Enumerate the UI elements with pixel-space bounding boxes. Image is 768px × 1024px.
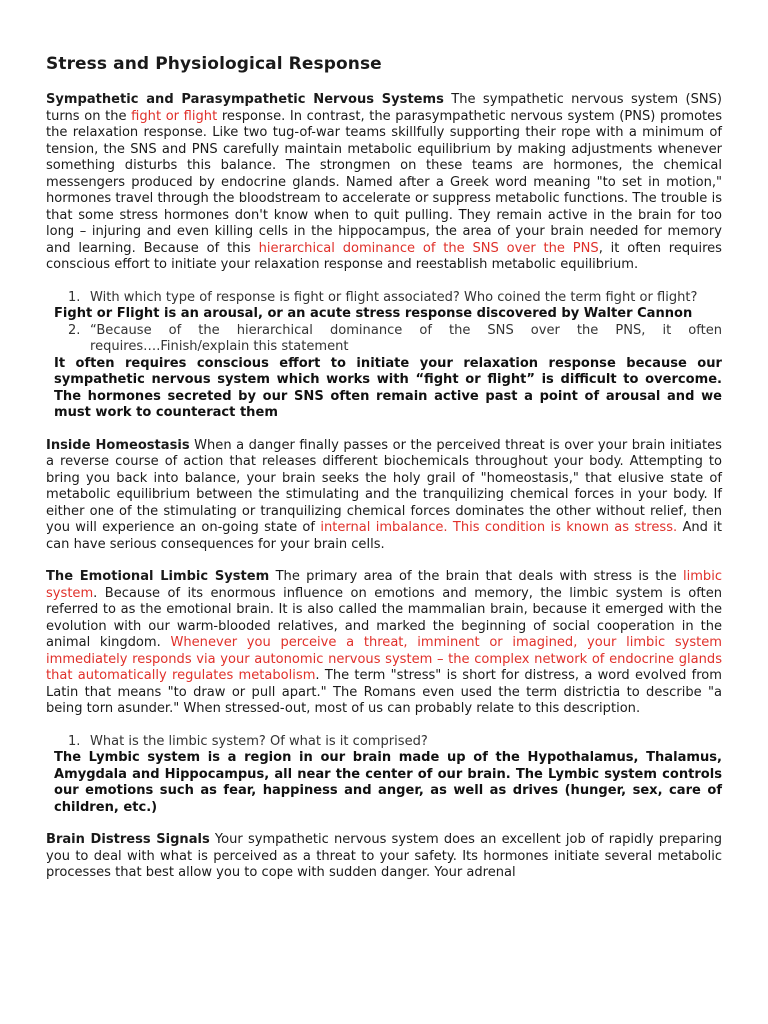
highlight-limbic-system: limbic system <box>46 569 722 601</box>
question-number: 1. <box>68 733 81 749</box>
sns-pns-paragraph <box>46 92 722 274</box>
qa-block-2 <box>46 734 722 817</box>
highlight-threat-response: Whenever you perceive a threat, imminent or imagined, your limbic system immediately responds via your autonomic nervous system – the complex network of endocrine glands that automatically regulates metabolism <box>46 635 722 683</box>
text-run: The sympathetic nervous system (SNS) turns on the <box>46 92 722 124</box>
limbic-heading: The Emotional Limbic System <box>46 569 270 584</box>
question-text: What is the limbic system? Of what is it comprised? <box>90 733 428 749</box>
answer-2: It often requires conscious effort to initiate your relaxation response because our sympathetic nervous system which works with “fight or flight” is difficult to overcome. The hormones secreted by our SNS often remain active past a point of arousal and we must work to counteract them <box>54 355 722 420</box>
text-run: response. In contrast, the parasympathetic nervous system (PNS) promotes the relaxation response. Like two tug-of-war teams skillfully supporting their rope with a minimum of tension, the SNS and PNS carefully maintain metabolic equilibrium by making adjustments whenever something disturbs this balance. The strongmen on these teams are hormones, the chemical messengers produced by endocrine glands. Named after a Greek word meaning "to set in motion," hormones travel through the bloodstream to accelerate or suppress metabolic functions. The trouble is that some stress hormones don't know when to quit pulling. They remain active in the brain for too long – injuring and even killing cells in the hippocampus, the area of your brain needed for memory and learning. Because of this <box>46 108 722 256</box>
question-1 <box>46 290 722 307</box>
qa-block-1 <box>46 290 722 422</box>
text-run: And it can have serious consequences for your brain cells. <box>46 520 722 552</box>
limbic-paragraph <box>46 569 722 718</box>
answer-1: The Lymbic system is a region in our brain made up of the Hypothalamus, Thalamus, Amygdala and Hippocampus, all near the center of our brain. The Lymbic system controls our emotions such as fear, happiness and anger, as well as drives (hunger, sex, care of children, etc.) <box>54 750 722 815</box>
question-2 <box>46 323 722 356</box>
answer-1: Fight or Flight is an arousal, or an acute stress response discovered by Walter Cannon <box>54 306 693 321</box>
text-run: When a danger finally passes or the perceived threat is over your brain initiates a reverse course of action that releases different biochemicals throughout your body. Attempting to bring you back into balance, your brain seeks the holy grail of "homeostasis," that elusive state of metabolic equilibrium between the stimulating and the tranquilizing chemical forces in your body. If either one of the stimulating or tranquilizing chemical forces dominates the other without relief, then you will experience an on-going state of <box>46 437 722 535</box>
question-text: “Because of the hierarchical dominance of the SNS over the PNS, it often requires….Finish/explain this statement <box>90 322 722 354</box>
question-text: With which type of response is fight or flight associated? Who coined the term fight or flight? <box>90 289 698 305</box>
highlight-internal-imbalance: internal imbalance. This condition is known as stress. <box>320 520 678 535</box>
highlight-fight-or-flight: fight or flight <box>131 108 218 124</box>
question-number: 1. <box>68 289 81 305</box>
text-run: . The term "stress" is short for distress, a word evolved from Latin that means "to draw or pull apart." The Romans even used the term districtia to describe "a being torn asunder." When stressed-out, most of us can probably relate to this description. <box>46 668 723 716</box>
text-run: Your sympathetic nervous system does an excellent job of rapidly preparing you to deal with what is perceived as a threat to your safety. Its hormones initiate several metabolic processes that best allow you to cope with sudden danger. Your adrenal <box>46 832 723 880</box>
question-1 <box>46 734 722 751</box>
text-run: , it often requires conscious effort to initiate your relaxation response and reestablish metabolic equilibrium. <box>46 240 722 272</box>
question-number: 2. <box>68 322 81 338</box>
page-title: Stress and Physiological Response <box>46 54 382 74</box>
sns-pns-heading: Sympathetic and Parasympathetic Nervous Systems <box>46 92 444 107</box>
highlight-hierarchical-dominance: hierarchical dominance of the SNS over the PNS <box>258 240 599 256</box>
distress-signals-paragraph <box>46 832 722 882</box>
homeostasis-heading: Inside Homeostasis <box>46 437 190 453</box>
distress-signals-heading: Brain Distress Signals <box>46 832 210 847</box>
homeostasis-paragraph <box>46 438 722 554</box>
text-run: . Because of its enormous influence on emotions and memory, the limbic system is often referred to as the emotional brain. It is also called the mammalian brain, because it emerged with the evolution with our warm-blooded relatives, and marked the beginning of social cooperation in the animal kingdom. <box>46 585 722 650</box>
text-run: The primary area of the brain that deals with stress is the <box>269 569 683 584</box>
